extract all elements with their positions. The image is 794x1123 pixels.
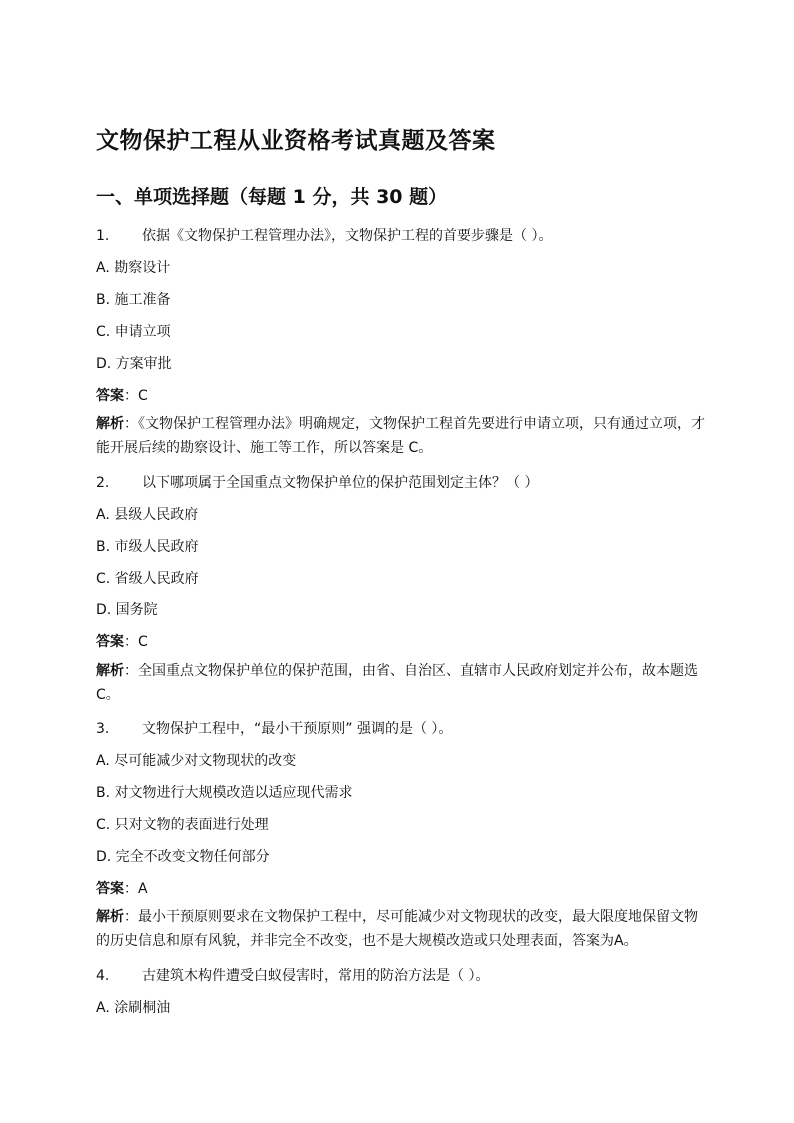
option-d: D. 方案审批 (96, 356, 172, 372)
explanation-label: 解析 (96, 663, 124, 679)
answer-value: ：C (124, 634, 148, 650)
option-b: B. 对文物进行大规模改造以适应现代需求 (96, 785, 353, 801)
option-c: C. 申请立项 (96, 324, 171, 340)
answer-value: ：A (124, 881, 148, 897)
option-b: B. 市级人民政府 (96, 539, 199, 555)
question-4 (96, 965, 489, 985)
option-d: D. 完全不改变文物任何部分 (96, 849, 270, 865)
option-d: D. 国务院 (96, 602, 158, 618)
explanation (96, 659, 708, 707)
question-text: 古建筑木构件遭受白蚁侵害时，常用的防治方法是（ ）。 (142, 968, 490, 984)
question-number: 1. (96, 228, 110, 244)
question-number: 3. (96, 721, 110, 737)
section-title: 一、单项选择题（每题 1 分，共 30 题） (96, 186, 448, 208)
question-text: 依据《文物保护工程管理办法》，文物保护工程的首要步骤是（ ）。 (142, 228, 553, 244)
answer-line (96, 631, 148, 651)
explanation-text: ：最小干预原则要求在文物保护工程中，尽可能减少对文物现状的改变，最大限度地保留文物的历史信息和原有风貌，并非完全不改变，也不是大规模改造或只处理表面，答案为A。 (96, 909, 698, 949)
answer-value: ：C (124, 388, 148, 404)
explanation-label: 解析 (96, 416, 124, 432)
explanation-label: 解析 (96, 909, 124, 925)
answer-line (96, 878, 148, 898)
answer-line (96, 385, 148, 405)
question-3 (96, 718, 452, 738)
explanation (96, 412, 708, 460)
question-text: 以下哪项属于全国重点文物保护单位的保护范围划定主体？（ ） (142, 475, 539, 491)
option-b: B. 施工准备 (96, 292, 171, 308)
option-a: A. 勘察设计 (96, 260, 171, 276)
option-c: C. 只对文物的表面进行处理 (96, 817, 269, 833)
option-c: C. 省级人民政府 (96, 571, 199, 587)
question-number: 2. (96, 475, 110, 491)
explanation-text: ：《文物保护工程管理办法》明确规定，文物保护工程首先要进行申请立项，只有通过立项，才能开展后续的勘察设计、施工等工作，所以答案是 C。 (96, 416, 705, 456)
answer-label: 答案 (96, 388, 124, 404)
option-a: A. 尽可能减少对文物现状的改变 (96, 753, 297, 769)
explanation-text: ：全国重点文物保护单位的保护范围，由省、自治区、直辖市人民政府划定并公布，故本题选 C。 (96, 663, 698, 703)
option-a: A. 县级人民政府 (96, 507, 199, 523)
answer-label: 答案 (96, 881, 124, 897)
question-1 (96, 225, 552, 245)
question-2 (96, 472, 538, 492)
question-number: 4. (96, 968, 110, 984)
document-title: 文物保护工程从业资格考试真题及答案 (96, 128, 496, 154)
option-a: A. 涂刷桐油 (96, 1000, 171, 1016)
explanation (96, 905, 708, 953)
question-text: 文物保护工程中，“最小干预原则” 强调的是（ ）。 (142, 721, 453, 737)
answer-label: 答案 (96, 634, 124, 650)
